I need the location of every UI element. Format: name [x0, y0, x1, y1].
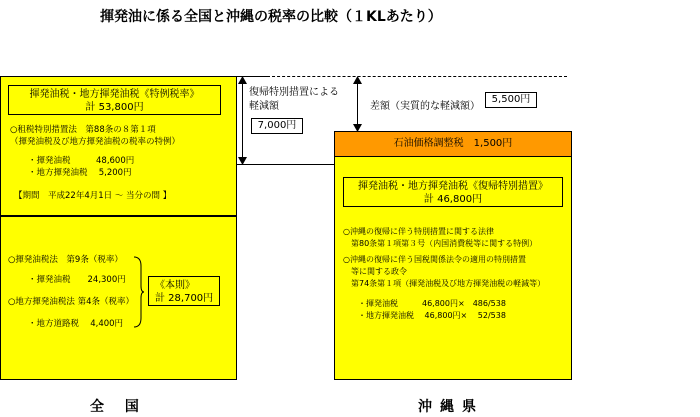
okinawa-special-title: 揮発油税・地方揮発油税《復帰特別措置》	[358, 181, 548, 192]
honsoku-bracket	[132, 256, 144, 328]
national-honsoku-law2: ○地方揮発油税法 第4条（税率）	[8, 297, 135, 307]
okinawa-law1: ○沖縄の復帰に伴う特別措置に関する法律 第80条第１項第３号（内国消費税等に関する特例）	[343, 227, 538, 248]
national-special-rate-total: 計 53,800円	[85, 102, 144, 113]
national-special-rate-box	[8, 85, 221, 115]
reduction-value-box: 7,000円	[251, 118, 303, 134]
national-special-items: ・揮発油税 48,600円 ・地方揮発油税 5,200円	[28, 156, 135, 178]
okinawa-special-total: 計 46,800円	[423, 194, 483, 205]
national-honsoku-item1: ・揮発油税 24,300円	[28, 275, 126, 285]
diff-arrow-line	[357, 80, 358, 127]
okinawa-law2: ○沖縄の復帰に伴う国税関係法令の適用の特別措置 等に関する政令 第74条第１項（揮発油税及び地方揮発油税の軽減等）	[343, 255, 546, 288]
reduction-label: 復帰特別措置による 軽減額	[249, 87, 339, 112]
national-period: 【期間 平成22年4月1日 ～ 当分の間 】	[14, 191, 172, 201]
national-special-rate-title: 揮発油税・地方揮発油税《特例税率》	[29, 89, 200, 100]
diff-value-box: 5,500円	[485, 92, 537, 108]
national-special-law: ○租税特別措置法 第88条の８第１項 （揮発油税及び地方揮発油税の税率の特例）	[10, 125, 181, 147]
national-honsoku-total: 計 28,700円	[155, 293, 214, 304]
diff-label: 差額（実質的な軽減額）	[370, 101, 480, 112]
okinawa-special-box	[343, 177, 563, 207]
page-title: 揮発油に係る全国と沖縄の税率の比較（１KLあたり）	[100, 9, 442, 25]
reduction-arrow-down-icon	[238, 157, 247, 165]
national-label: 全 国	[90, 399, 147, 415]
national-honsoku-law1: ○揮発油税法 第9条（税率）	[8, 255, 123, 265]
okinawa-label: 沖縄県	[418, 399, 484, 415]
national-honsoku-item2: ・地方道路税 4,400円	[28, 319, 124, 329]
okinawa-adjust-tax: 石油価格調整税 1,500円	[334, 131, 572, 157]
diff-arrow-up-icon	[353, 76, 362, 84]
reduction-arrow-line	[242, 80, 243, 160]
reduction-bottom-line	[237, 164, 334, 165]
okinawa-items: ・揮発油税 46,800円× 486/538 ・地方揮発油税 46,800円× 52/538	[358, 299, 506, 320]
national-honsoku-box	[148, 276, 220, 306]
reduction-arrow-up-icon	[238, 76, 247, 84]
national-honsoku-title: 《本則》	[155, 280, 195, 291]
top-dashed-line	[267, 76, 567, 77]
